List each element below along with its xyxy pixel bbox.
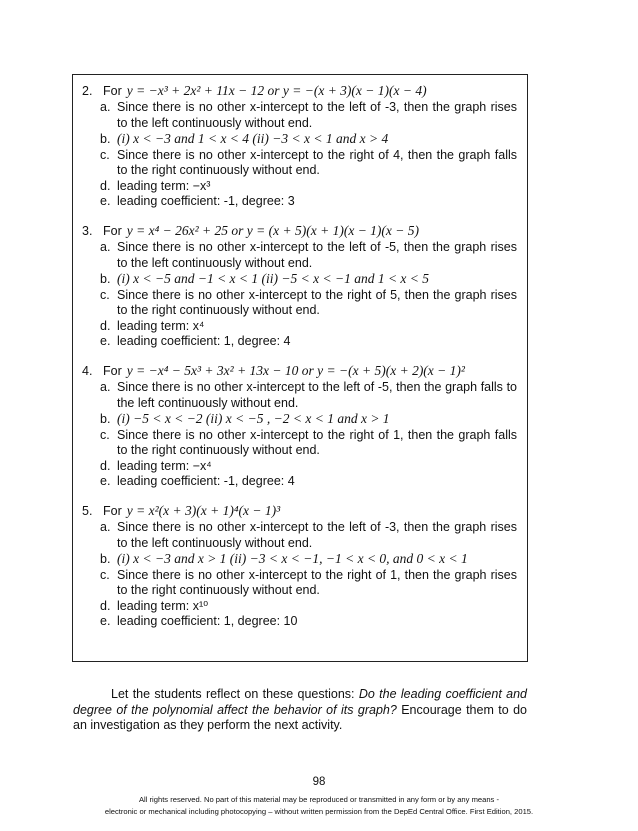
item-number: 3.	[82, 224, 93, 238]
sub-item-e: e. leading coefficient: -1, degree: 4	[100, 474, 295, 488]
copyright-line-1: All rights reserved. No part of this material may be reproduced or transmitted in any form or by any means -	[138, 795, 499, 804]
reflection-paragraph	[73, 687, 527, 734]
item-number: 5.	[82, 504, 93, 518]
sub-item-e: e. leading coefficient: -1, degree: 3	[100, 194, 295, 208]
for-label: For	[103, 224, 122, 238]
polynomial-equation: y = x⁴ − 26x² + 25 or y = (x + 5)(x + 1)(x − 1)(x − 5)	[126, 223, 420, 238]
copyright-line-2: electronic or mechanical including photocopying – without written permission from the DepEd Central Office. First Edition, 2015.	[104, 807, 534, 816]
sub-item-a: a. Since there is no other x-intercept to the left of -5, then the graph rises to the left continuously without end.	[100, 240, 517, 270]
for-label: For	[103, 364, 122, 378]
sub-item-a: a. Since there is no other x-intercept to the left of -3, then the graph rises to the left continuously without end.	[100, 100, 517, 130]
sub-item-d: d. leading term: −x⁴	[100, 458, 212, 473]
polynomial-equation: y = x²(x + 3)(x + 1)⁴(x − 1)³	[126, 503, 281, 518]
sub-list	[82, 520, 517, 630]
sub-item-c: c. Since there is no other x-intercept to the right of 1, then the graph rises to the right continuously without end.	[100, 567, 517, 597]
sub-item-c: c. Since there is no other x-intercept to the right of 5, then the graph rises to the right continuously without end.	[100, 287, 517, 317]
sub-item-e: e. leading coefficient: 1, degree: 4	[100, 334, 291, 348]
page-number: 98	[312, 776, 326, 788]
item-number: 2.	[82, 84, 93, 98]
sub-list	[82, 240, 517, 350]
answer-box	[72, 74, 528, 662]
reflection-tail: Encourage them to do an investigation as they perform the next activity.	[73, 702, 527, 732]
sub-item-b: b. (i) x < −3 and x > 1 (ii) −3 < x < −1, −1 < x < 0, and 0 < x < 1	[100, 551, 468, 566]
for-label: For	[103, 84, 122, 98]
sub-list	[82, 100, 517, 210]
sub-item-b: b. (i) x < −3 and 1 < x < 4 (ii) −3 < x < 1 and x > 4	[100, 131, 389, 146]
item-3	[82, 223, 517, 350]
sub-item-b: b. (i) x < −5 and −1 < x < 1 (ii) −5 < x < −1 and 1 < x < 5	[100, 271, 430, 286]
sub-item-d: d. leading term: x⁴	[100, 318, 205, 333]
sub-item-d: d. leading term: −x³	[100, 178, 211, 193]
sub-item-b: b. (i) −5 < x < −2 (ii) x < −5 , −2 < x < 1 and x > 1	[100, 411, 390, 426]
sub-item-e: e. leading coefficient: 1, degree: 10	[100, 614, 298, 628]
item-number: 4.	[82, 364, 93, 378]
copyright-notice	[40, 794, 598, 818]
reflection-lead: Let the students reflect on these questions:	[111, 687, 359, 701]
reflection-question: Do the leading coefficient and degree of the polynomial affect the behavior of its graph?	[73, 687, 527, 717]
sub-item-d: d. leading term: x¹⁰	[100, 598, 209, 613]
item-2	[82, 83, 517, 210]
polynomial-equation: y = −x³ + 2x² + 11x − 12 or y = −(x + 3)(x − 1)(x − 4)	[126, 83, 427, 98]
sub-item-a: a. Since there is no other x-intercept to the left of -3, then the graph rises to the left continuously without end.	[100, 520, 517, 550]
polynomial-equation: y = −x⁴ − 5x³ + 3x² + 13x − 10 or y = −(x + 5)(x + 2)(x − 1)²	[126, 363, 465, 378]
sub-list	[82, 380, 517, 490]
sub-item-c: c. Since there is no other x-intercept to the right of 1, then the graph falls to the right continuously without end.	[100, 427, 517, 457]
sub-item-c: c. Since there is no other x-intercept to the right of 4, then the graph falls to the right continuously without end.	[100, 147, 517, 177]
item-5	[82, 503, 517, 630]
for-label: For	[103, 504, 122, 518]
item-4	[82, 363, 517, 490]
sub-item-a: a. Since there is no other x-intercept to the left of -5, then the graph falls to the left continuously without end.	[100, 380, 517, 410]
